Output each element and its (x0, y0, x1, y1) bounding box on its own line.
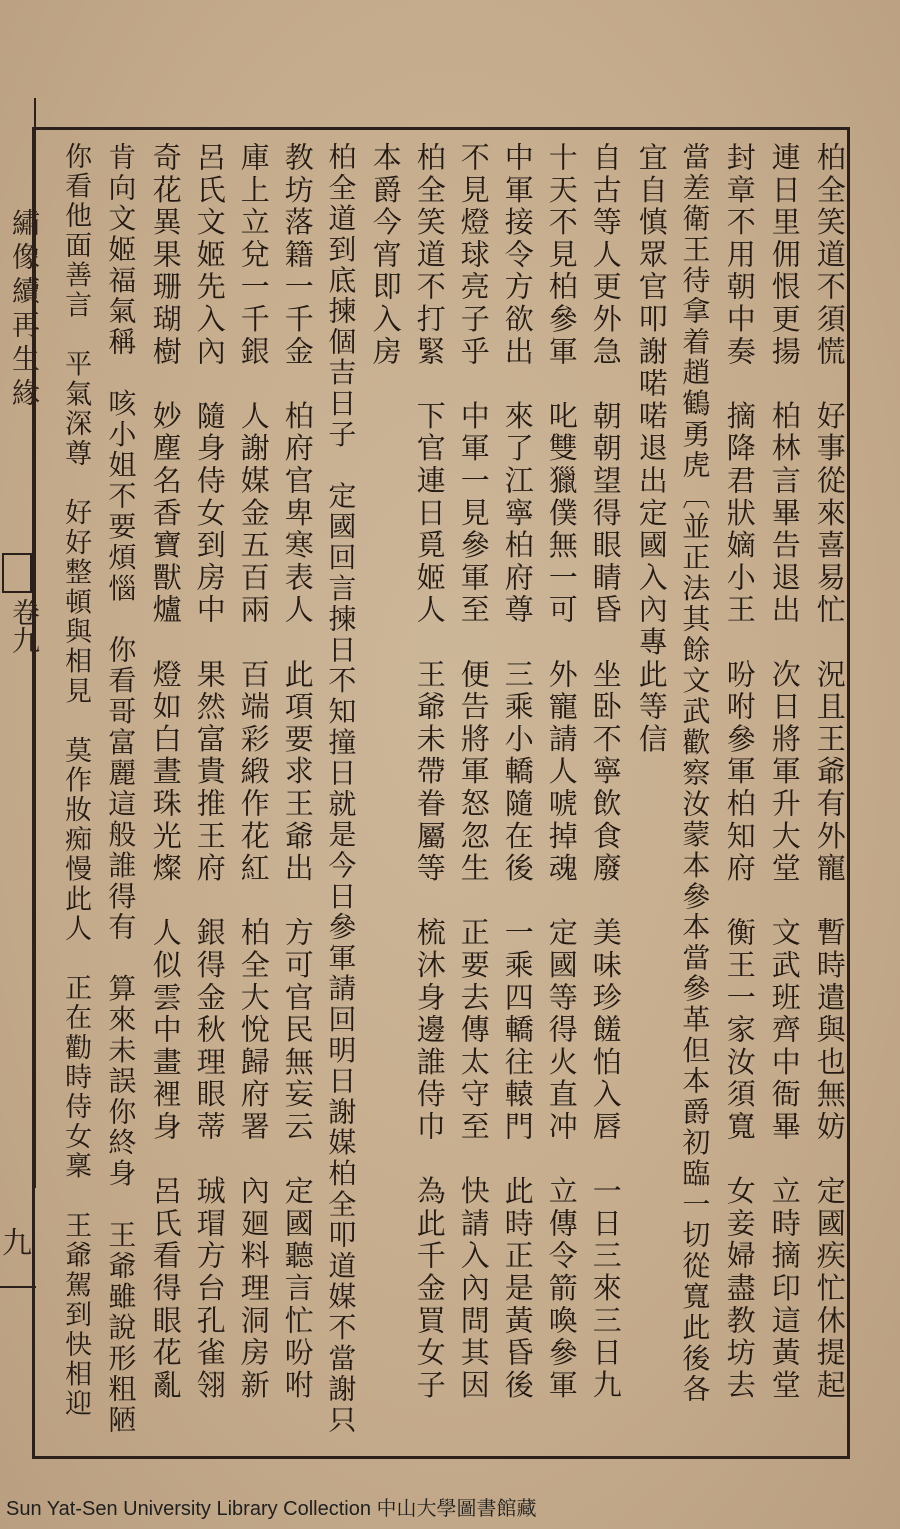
page-number: 九 (2, 1226, 32, 1261)
library-caption: Sun Yat-Sen University Library Collection 中山大學圖書館藏 (6, 1498, 537, 1520)
text-column-14: 庫上立兌一千銀 人謝媒金五百兩 百端彩緞作花紅 柏全大悅歸府署 內廻料理洞房新 (236, 142, 271, 1402)
text-column-5: 宜自慎眾官叩謝喏喏退出定國入內專此等信 (634, 142, 669, 756)
text-column-18: 你看他面善言 平氣深尊 好好整頓與相見 莫作妝痴慢此人 正在勸時侍女稟 王爺駕到快相迎 (60, 142, 92, 1420)
text-column-2: 連日里佣恨更揚 柏林言畢告退出 次日將軍升大堂 文武班齊中衙畢 立時摘印這黃堂 (767, 142, 802, 1402)
fishtail-mark (2, 553, 32, 593)
text-column-13: 教坊落籍一千金 柏府官卑寒表人 此項要求王爺出 方可官民無妄云 定國聽言忙吩咐 (280, 142, 315, 1402)
text-column-9: 不見燈球亮子乎 中軍一見參軍至 便告將軍怒忽生 正要去傳太守至 快請入內問其因 (456, 142, 491, 1402)
text-column-7: 十天不見柏參軍 叱雙獵僕無一可 外寵請人唬掉魂 定國等得火直冲 立傳令箭喚參軍 (544, 142, 579, 1402)
text-column-4: 當差衛王待拿着趙鶴勇虎〔並正法其餘文武歡察汝蒙本參本當參革但本爵初臨一切從寬此後各 (678, 142, 712, 1405)
spine-divider (0, 1286, 36, 1288)
text-column-15: 呂氏文姬先入內 隨身侍女到房中 果然富貴推王府 銀得金秋理眼蒂 珹瑁方台孔雀翎 (192, 142, 227, 1402)
text-column-1: 柏全笑道不須慌 好事從來喜易忙 況且王爺有外寵 暫時遣與也無妨 定國疾忙休提起 (812, 142, 847, 1402)
volume-label: 卷九 (8, 598, 41, 654)
text-column-8: 中軍接令方欲出 來了江寧柏府尊 三乘小轎隨在後 一乘四轎往轅門 此時正是黃昏後 (500, 142, 535, 1402)
text-column-16: 奇花異果珊瑚樹 妙塵名香寶獸爐 燈如白晝珠光燦 人似雲中畫裡身 呂氏看得眼花亂 (148, 142, 183, 1402)
text-column-12: 柏全道到底揀個吉日子 定國回言揀日不知撞日就是今日參軍請回明日謝媒柏全叩道媒不當謝只 (324, 142, 358, 1436)
text-column-11: 本爵今宵即入房 (368, 142, 403, 369)
text-column-17: 肯向文姬福氣稱 咳小姐不要煩惱 你看哥富麗這般誰得有 算來未誤你終身 王爺雖說形粗陋 (104, 142, 138, 1436)
text-column-10: 柏全笑道不打緊 下官連日覓姬人 王爺未帶眷屬等 梳沐身邊誰侍巾 為此千金買女子 (412, 142, 447, 1402)
book-title-spine: 繡像續再生緣 (8, 208, 41, 412)
text-column-6: 自古等人更外急 朝朝望得眼睛昏 坐卧不寧飲食廢 美味珍饈怕入唇 一日三來三日九 (588, 142, 623, 1402)
page-margin-spine (0, 98, 41, 1261)
text-column-3: 封章不用朝中奏 摘降君狀嫡小王 吩咐參軍柏知府 衡王一家汝須寬 女妾婦盡教坊去 (722, 142, 757, 1402)
